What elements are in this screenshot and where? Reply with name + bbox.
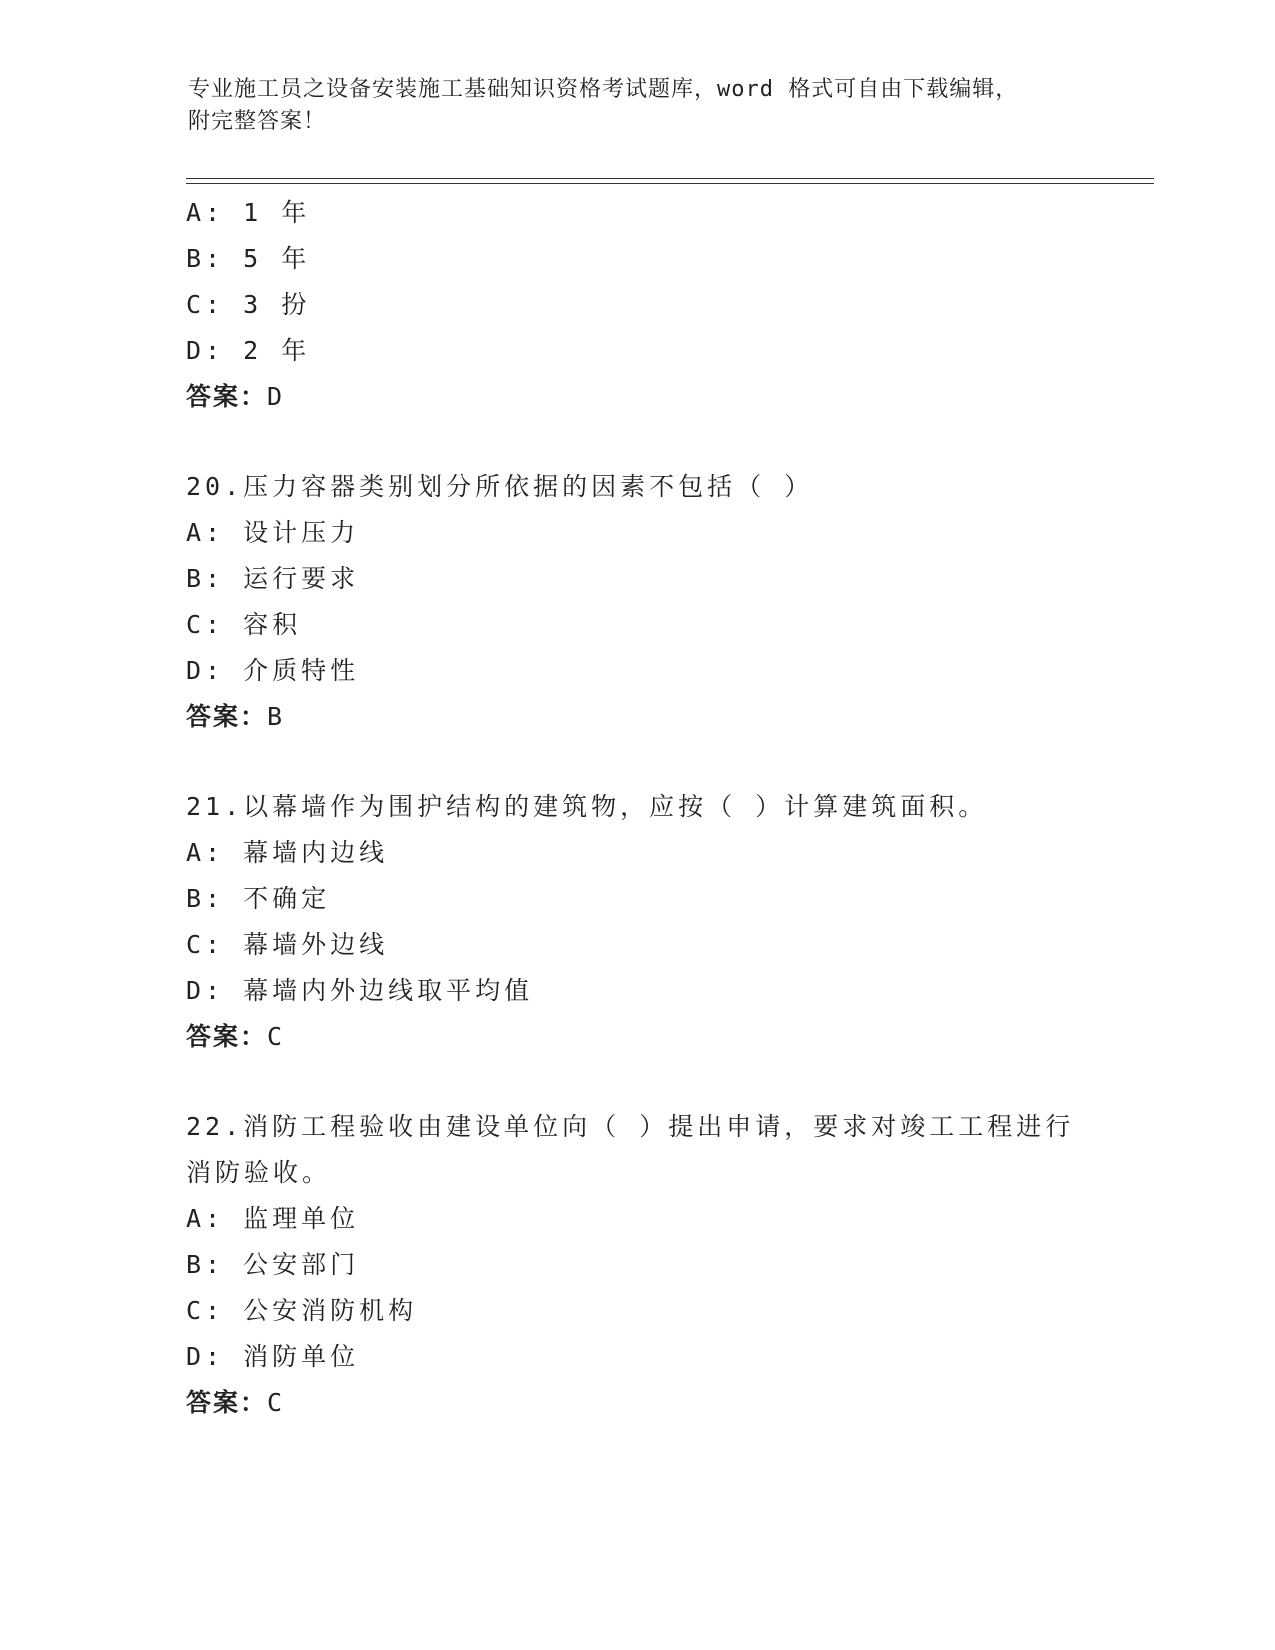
- answer-value: C: [267, 1388, 285, 1417]
- option-b: B: 公安部门: [186, 1250, 360, 1279]
- option-d: D: 介质特性: [186, 656, 360, 685]
- option-b: B: 运行要求: [186, 564, 360, 593]
- option-b: B: 不确定: [186, 884, 331, 913]
- answer-label: 答案：: [186, 1388, 268, 1417]
- option-a: A: 幕墙内边线: [186, 838, 389, 867]
- document-header: [188, 74, 1088, 138]
- option-d: D: 消防单位: [186, 1342, 360, 1371]
- question-list: [186, 190, 1086, 1426]
- answer-line: [186, 1014, 1086, 1060]
- answer-value: C: [267, 1022, 285, 1051]
- option-d: D: 幕墙内外边线取平均值: [186, 976, 534, 1005]
- option-a: A: 设计压力: [186, 518, 360, 547]
- answer-line: [186, 1380, 1086, 1426]
- question-text-line-2: 消防验收。: [186, 1158, 332, 1187]
- question-21: [186, 784, 1086, 1060]
- answer-line: [186, 374, 1086, 420]
- header-line-1: 专业施工员之设备安装施工基础知识资格考试题库，word 格式可自由下载编辑，: [188, 77, 1019, 102]
- answer-line: [186, 694, 1086, 740]
- option-a: A: 监理单位: [186, 1204, 360, 1233]
- answer-value: B: [267, 702, 285, 731]
- question-20: [186, 464, 1086, 740]
- option-c: C: 容积: [186, 610, 302, 639]
- answer-label: 答案：: [186, 1022, 268, 1051]
- option-c: C: 幕墙外边线: [186, 930, 389, 959]
- question-text: 20.压力容器类别划分所依据的因素不包括（ ）: [186, 472, 814, 501]
- question-text-line-1: 22.消防工程验收由建设单位向（ ）提出申请，要求对竣工工程进行: [186, 1112, 1075, 1141]
- answer-value: D: [267, 382, 285, 411]
- question-text: 21.以幕墙作为围护结构的建筑物，应按（ ）计算建筑面积。: [186, 792, 988, 821]
- option-b: B: 5 年: [186, 244, 311, 273]
- header-line-2: 附完整答案！: [188, 109, 327, 134]
- header-divider-top: [186, 178, 1154, 179]
- option-a: A: 1 年: [186, 198, 311, 227]
- option-d: D: 2 年: [186, 336, 311, 365]
- header-divider-bottom: [186, 183, 1154, 184]
- option-c: C: 公安消防机构: [186, 1296, 418, 1325]
- question-19-continued: [186, 190, 1086, 420]
- answer-label: 答案：: [186, 382, 268, 411]
- option-c: C: 3 扮: [186, 290, 311, 319]
- question-22: [186, 1104, 1086, 1426]
- answer-label: 答案：: [186, 702, 268, 731]
